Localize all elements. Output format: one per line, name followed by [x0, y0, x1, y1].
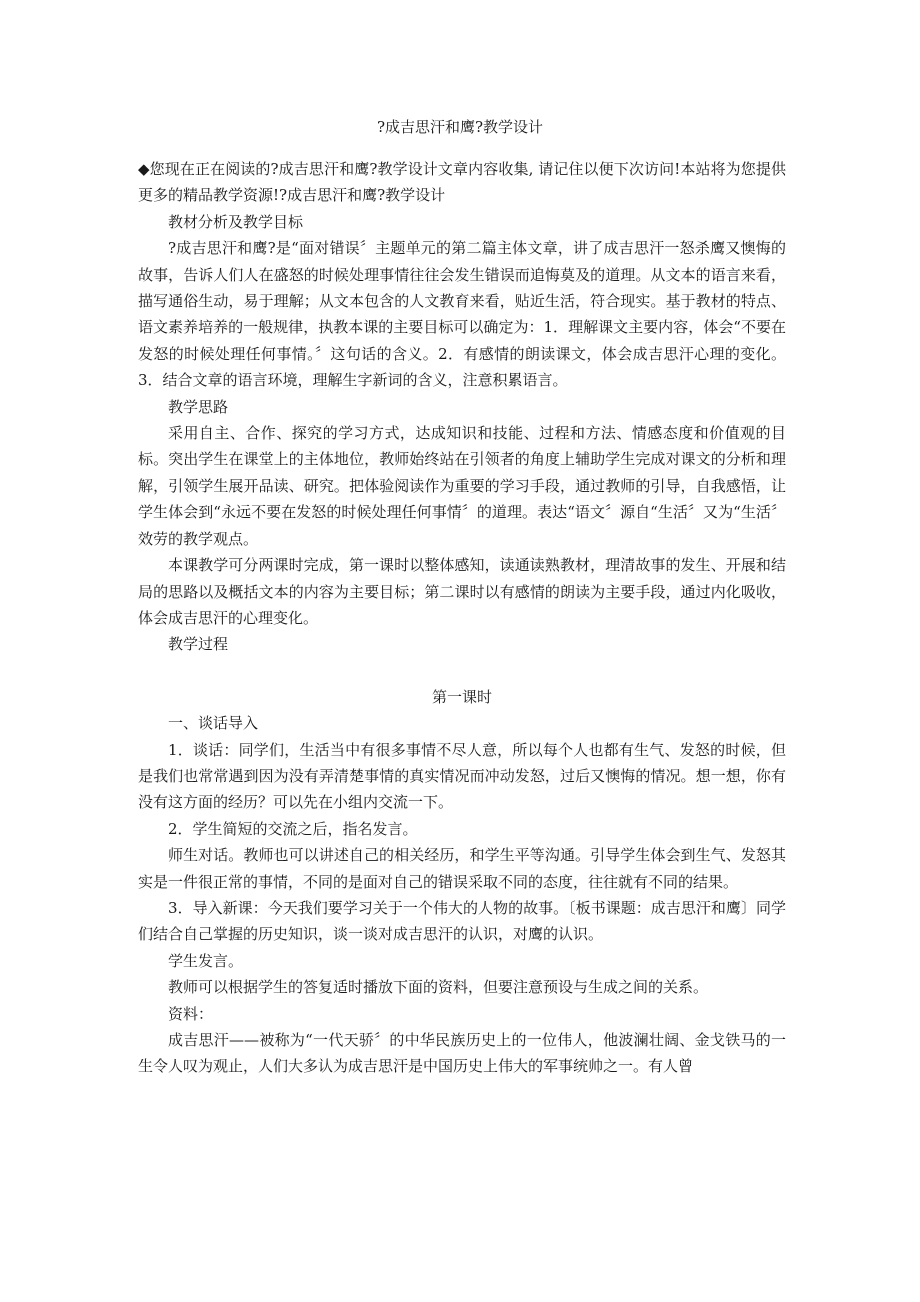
paragraph-teacher-note: 教师可以根据学生的答复适时播放下面的资料，但要注意预设与生成之间的关系。 — [168, 978, 709, 997]
section-heading-approach: 教学思路 — [168, 397, 229, 416]
step-item-1: 1．谈话：同学们，生活当中有很多事情不尽人意，所以每个人也都有生气、发怒的时候，但是我们也常常遇到因为没有弄清楚事情的真实情况而冲动发怒，过后又懊悔的情况。想一想，你有没有这方面的经历？可以先在小组内交流一下。 — [138, 740, 786, 812]
section-heading-process: 教学过程 — [168, 635, 229, 654]
paragraph-dialogue: 师生对话。教师也可以讲述自己的相关经历，和学生平等沟通。引导学生体会到生气、发怒其实是一件很正常的事情，不同的是面对自己的错误采取不同的态度，往往就有不同的结果。 — [138, 846, 786, 891]
paragraph-material: 成吉思汗——被称为“一代天骄〞的中华民族历史上的一位伟人，他波澜壮阔、金戈铁马的一生令人叹为观止，人们大多认为成吉思汗是中国历史上伟大的军事统帅之一。有人曾 — [138, 1031, 786, 1076]
blank-line — [138, 658, 786, 684]
reading-notice: ◆您现在正在阅读的?成吉思汗和鹰?教学设计文章内容收集, 请记住以便下次访问!本站将为您提供更多的精品教学资源!?成吉思汗和鹰?教学设计 — [138, 160, 786, 205]
document-title: ?成吉思汗和鹰?教学设计 — [376, 118, 544, 136]
section-heading-analysis: 教材分析及教学目标 — [168, 212, 304, 231]
paragraph-approach-2: 本课教学可分两课时完成，第一课时以整体感知，读通读熟教材，理清故事的发生、开展和结局的思路以及概括文本的内容为主要目标；第二课时以有感情的朗读为主要手段，通过内化吸收，体会成吉思汗的心理变化。 — [138, 556, 786, 627]
paragraph-analysis: ?成吉思汗和鹰?是“面对错误〞主题单元的第二篇主体文章，讲了成吉思汗一怒杀鹰又懊悔的故事，告诉人们人在盛怒的时候处理事情往往会发生错误而追悔莫及的道理。从文本的语言来看，描写通俗生动，易于理解；从文本包含的人文教育来看，贴近生活，符合现实。基于教材的特点、语文素养培养的一般规律，执教本课的主要目标可以确定为：1．理解课文主要内容，体会“不要在发怒的时候处理任何事情。〞这句话的含义。2．有感情的朗读课文，体会成吉思汗心理的变化。3．结合文章的语言环境，理解生字新词的含义，注意积累语言。 — [138, 239, 786, 390]
step-item-3: 3．导入新课：今天我们要学习关于一个伟大的人物的故事。〔板书课题：成吉思汗和鹰〕同学们结合自己掌握的历史知识，谈一谈对成吉思汗的认识，对鹰的认识。 — [138, 898, 786, 944]
document-body — [138, 156, 786, 1080]
step-item-2: 2．学生简短的交流之后，指名发言。 — [168, 819, 418, 838]
paragraph-student-speech: 学生发言。 — [168, 951, 244, 970]
material-label: 资料： — [168, 1004, 214, 1023]
step-heading-intro: 一、谈话导入 — [168, 714, 259, 733]
paragraph-approach-1: 采用自主、合作、探究的学习方式，达成知识和技能、过程和方法、情感态度和价值观的目标。突出学生在课堂上的主体地位，教师始终站在引领者的角度上辅助学生完成对课文的分析和理解，引领学生展开品读、研究。把体验阅读作为重要的学习手段，通过教师的引导，自我感悟，让学生体会到“永远不要在发怒的时候处理任何事情〞的道理。表达“语文〞源自“生活〞又为“生活〞效劳的教学观点。 — [138, 424, 786, 548]
lesson-title: 第一课时 — [431, 687, 492, 706]
